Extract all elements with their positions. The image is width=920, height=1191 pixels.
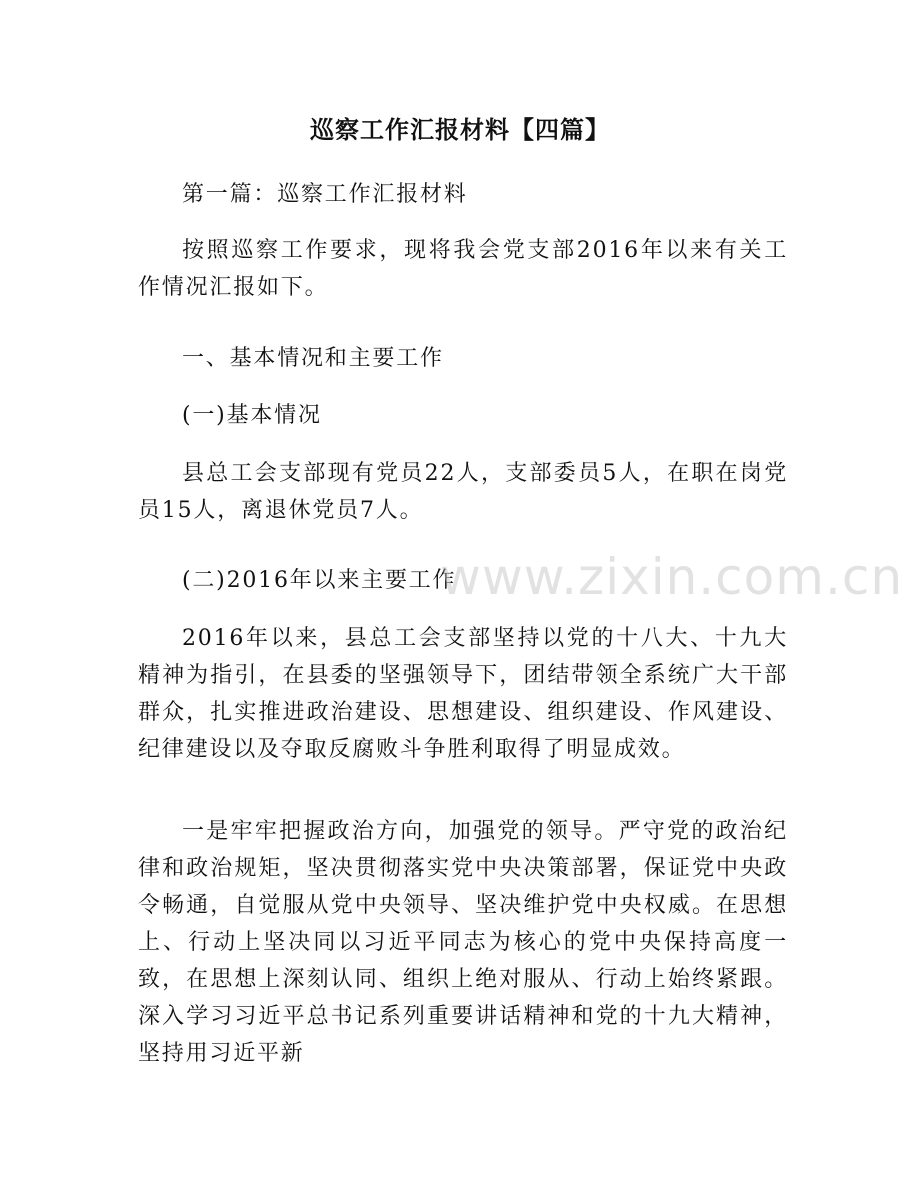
subheading-basic-situation: (一)基本情况 [182,403,322,428]
political-direction-paragraph: 一是牢牢把握政治方向，加强党的领导。严守党的政治纪律和政治规矩，坚决贯彻落实党中央决策部署，保证党中央政令畅通，自觉服从党中央领导、坚决维护党中央权威。在思想上、行动上坚决同以习近平同志为核心的党中央保持高度一致，在思想上深刻认同、组织上绝对服从、行动上始终紧跟。深入学习习近平总书记系列重要讲话精神和党的十九大精神，坚持用习近平新 [138,819,788,1066]
watermark-text: www.zixin.com.cn [440,548,904,606]
document-title: 巡察工作汇报材料【四篇】 [310,116,610,144]
basic-situation-paragraph: 县总工会支部现有党员22人，支部委员5人，在职在岗党员15人，离退休党员7人。 [138,461,788,523]
main-work-paragraph: 2016年以来，县总工会支部坚持以党的十八大、十九大精神为指引，在县委的坚强领导下，团结带领全系统广大干部群众，扎实推进政治建设、思想建设、组织建设、作风建设、纪律建设以及夺取反腐败斗争胜利取得了明显成效。 [138,626,788,762]
section-heading-part-one: 第一篇：巡察工作汇报材料 [182,182,468,207]
subheading-main-work: (二)2016年以来主要工作 [182,568,457,593]
intro-paragraph: 按照巡察工作要求，现将我会党支部2016年以来有关工作情况汇报如下。 [138,238,788,300]
section-heading-basic-and-main-work: 一、基本情况和主要工作 [182,346,444,371]
